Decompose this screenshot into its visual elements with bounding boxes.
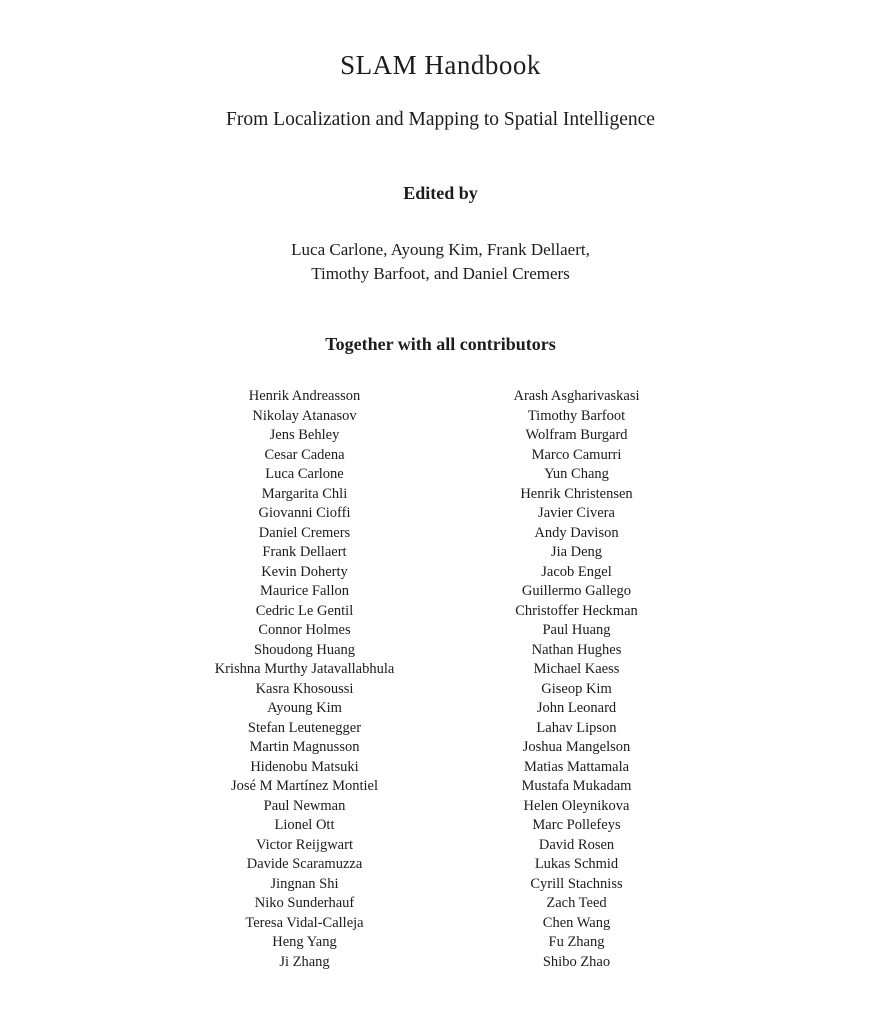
contributor-name: Joshua Mangelson: [522, 739, 631, 755]
contributor-name: David Rosen: [538, 836, 615, 853]
contributor-name: Nikolay Atanasov: [252, 407, 357, 424]
contributor-name: Michael Kaess: [533, 661, 620, 677]
contributor-name: Henrik Andreasson: [248, 388, 361, 404]
contributor-name: Wolfram Burgard: [525, 427, 628, 443]
contributor-name: Javier Civera: [538, 505, 615, 521]
contributor-name: John Leonard: [536, 700, 617, 716]
contributor-name: Ji Zhang: [279, 953, 330, 970]
contributor-name: Frank Dellaert: [262, 544, 347, 560]
contributor-name: Kevin Doherty: [261, 563, 348, 580]
contributor-name: Lahav Lipson: [536, 719, 617, 736]
contributor-name: Marco Camurri: [531, 446, 622, 463]
contributor-name: Mustafa Mukadam: [521, 778, 632, 794]
contributor-name: Jingnan Shi: [270, 875, 339, 892]
book-title: SLAM Handbook: [340, 50, 541, 80]
contributor-name: Zach Teed: [546, 895, 607, 911]
contributor-name: Guillermo Gallego: [521, 583, 632, 599]
contributor-name: Marc Pollefeys: [532, 817, 621, 833]
contributor-name: Martin Magnusson: [249, 739, 360, 755]
contributor-name: Shibo Zhao: [542, 953, 611, 970]
contributor-name: José M Martínez Montiel: [231, 778, 378, 794]
contributor-name: Stefan Leutenegger: [247, 719, 362, 736]
contributor-name: Luca Carlone: [265, 466, 344, 482]
contributor-name: Paul Huang: [542, 622, 611, 638]
contributor-name: Shoudong Huang: [253, 641, 356, 658]
contributors-left-column: [190, 387, 420, 972]
contributor-name: Cedric Le Gentil: [255, 602, 354, 619]
contributor-name: Christoffer Heckman: [515, 602, 638, 619]
contributor-name: Cesar Cadena: [264, 446, 345, 463]
contributor-name: Maurice Fallon: [260, 583, 349, 599]
contributor-name: Timothy Barfoot: [527, 407, 626, 424]
contributor-name: Lionel Ott: [274, 817, 335, 833]
contributor-name: Jens Behley: [269, 427, 340, 443]
contributor-name: Margarita Chli: [261, 485, 348, 502]
editors-list: [0, 238, 881, 286]
editors-line-1: Luca Carlone, Ayoung Kim, Frank Dellaert,: [291, 240, 590, 259]
contributor-name: Cyrill Stachniss: [530, 875, 623, 892]
contributors-heading: Together with all contributors: [325, 334, 556, 354]
contributor-name: Kasra Khosoussi: [255, 680, 354, 697]
editors-line-2: Timothy Barfoot, and Daniel Cremers: [311, 264, 570, 283]
contributor-name: Teresa Vidal-Calleja: [245, 914, 364, 931]
contributor-name: Hidenobu Matsuki: [250, 758, 359, 775]
contributor-name: Chen Wang: [542, 914, 611, 931]
contributors-columns: [0, 387, 881, 972]
contributor-name: Helen Oleynikova: [523, 797, 630, 814]
contributor-name: Ayoung Kim: [267, 700, 342, 716]
contributors-right-column: [462, 387, 692, 972]
book-subtitle: From Localization and Mapping to Spatial Intelligence: [226, 109, 655, 130]
contributor-name: Giseop Kim: [541, 680, 612, 697]
contributor-name: Jacob Engel: [541, 563, 612, 580]
contributor-name: Fu Zhang: [548, 934, 605, 950]
contributor-name: Lukas Schmid: [534, 856, 619, 872]
contributor-name: Connor Holmes: [258, 622, 351, 638]
contributor-name: Paul Newman: [263, 797, 346, 814]
contributor-name: Krishna Murthy Jatavallabhula: [214, 661, 395, 677]
contributor-name: Daniel Cremers: [258, 524, 351, 541]
contributor-name: Nathan Hughes: [531, 641, 622, 658]
contributor-name: Matias Mattamala: [523, 758, 630, 775]
contributor-name: Henrik Christensen: [520, 485, 633, 502]
contributor-name: Victor Reijgwart: [256, 836, 353, 853]
contributor-name: Davide Scaramuzza: [246, 856, 363, 872]
contributor-name: Yun Chang: [544, 466, 609, 482]
contributor-name: Niko Sunderhauf: [254, 895, 355, 911]
contributor-name: Arash Asgharivaskasi: [513, 388, 640, 404]
contributor-name: Giovanni Cioffi: [258, 505, 351, 521]
edited-by-heading: Edited by: [403, 183, 478, 203]
contributor-name: Andy Davison: [534, 524, 619, 541]
contributor-name: Jia Deng: [550, 544, 603, 560]
contributor-name: Heng Yang: [272, 934, 337, 950]
